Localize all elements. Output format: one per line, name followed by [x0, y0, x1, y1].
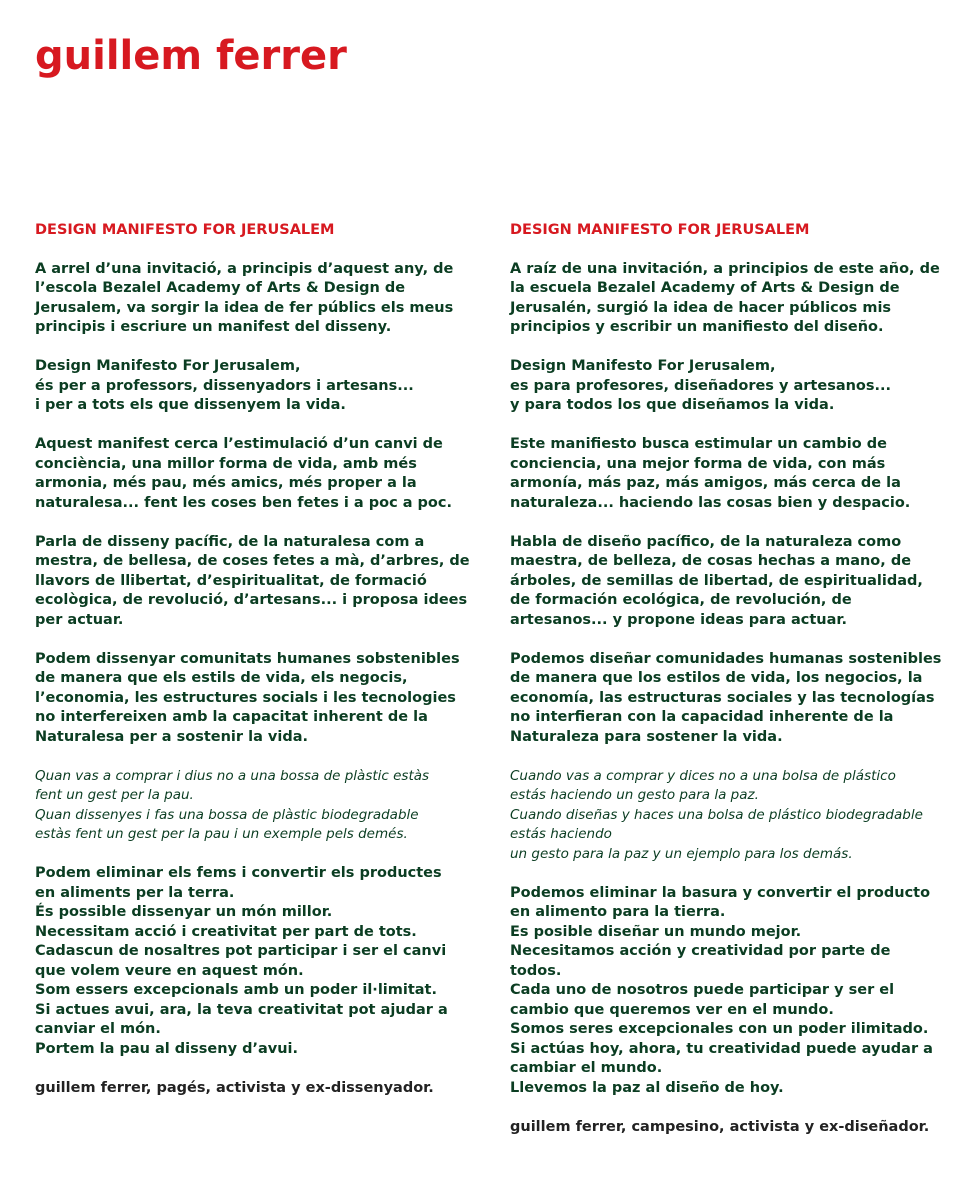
text-line: Jerusalén, surgió la idea de hacer públicos mis	[510, 299, 892, 316]
signature	[510, 1118, 950, 1138]
text-line: fent un gest per la pau.	[35, 787, 194, 803]
site-title[interactable]: guillem ferrer	[35, 33, 347, 79]
text-line: Design Manifesto For Jerusalem,	[35, 358, 301, 374]
text-line: Som essers excepcionals amb un poder il·limitat.	[35, 982, 437, 998]
manifesto-column-catalan	[35, 221, 475, 1118]
text-line: conciencia, una mejor forma de vida, con más	[510, 455, 886, 472]
text-line: cambio que queremos ver en el mundo.	[510, 1001, 834, 1018]
text-line: Naturaleza para sostener la vida.	[510, 728, 783, 745]
text-line: Es posible diseñar un mundo mejor.	[510, 923, 802, 940]
text-line: naturaleza... haciendo las cosas bien y despacio.	[510, 494, 911, 511]
text-line: mestra, de bellesa, de coses fetes a mà, d’arbres, de	[35, 553, 470, 569]
text-line: no interfereixen amb la capacitat inherent de la	[35, 709, 428, 725]
text-line: A arrel d’una invitació, a principis d’aquest any, de	[35, 260, 454, 277]
paragraph	[35, 864, 475, 1059]
paragraph	[35, 260, 475, 338]
text-line: l’escola Bezalel Academy of Arts & Design de	[35, 280, 406, 296]
text-line: artesanos... y propone ideas para actuar.	[510, 611, 847, 628]
text-line: Necessitam acció i creativitat per part de tots.	[35, 923, 417, 940]
text-line: estás haciendo un gesto para la paz.	[510, 787, 759, 803]
text-line: l’economia, les estructures socials i les tecnologies	[35, 689, 456, 706]
text-line: estàs fent un gest per la pau i un exemple pels demés.	[35, 826, 408, 842]
text-line: principios y escribir un manifiesto del diseño.	[510, 319, 884, 335]
paragraph	[35, 650, 475, 748]
text-line: un gesto para la paz y un ejemplo para los demás.	[510, 845, 853, 862]
text-line: naturalesa... fent les coses ben fetes i a poc a poc.	[35, 494, 453, 511]
signature	[35, 1079, 475, 1099]
text-line: Jerusalem, va sorgir la idea de fer públics els meus	[35, 299, 454, 316]
paragraph	[510, 533, 950, 631]
manifesto-column-spanish	[510, 221, 950, 1157]
text-line: y para todos los que diseñamos la vida.	[510, 397, 835, 413]
text-line: principis i escriure un manifest del disseny.	[35, 319, 392, 335]
text-line: armonía, más paz, más amigos, más cerca de la	[510, 475, 901, 491]
text-line: de manera que los estilos de vida, los negocios, la	[510, 670, 923, 686]
text-line: en aliments per la terra.	[35, 884, 235, 901]
manifesto-heading: DESIGN MANIFESTO FOR JERUSALEM	[35, 222, 335, 238]
text-line: no interfieran con la capacidad inherente de la	[510, 709, 894, 725]
text-line: Podem eliminar els fems i convertir els productes	[35, 865, 442, 881]
text-line: Naturalesa per a sostenir la vida.	[35, 728, 309, 745]
text-line: Si actues avui, ara, la teva creativitat pot ajudar a	[35, 1001, 448, 1018]
text-line: Habla de diseño pacífico, de la naturaleza como	[510, 533, 902, 550]
text-line: Podemos diseñar comunidades humanas sostenibles	[510, 650, 942, 667]
text-line: ecològica, de revolució, d’artesans... i proposa idees	[35, 592, 468, 608]
text-line: Cuando diseñas y haces una bolsa de plástico biodegradable	[510, 806, 923, 823]
text-line: Somos seres excepcionales con un poder ilimitado.	[510, 1021, 929, 1037]
text-line: conciència, una millor forma de vida, amb més	[35, 455, 417, 472]
italic-paragraph	[510, 767, 950, 865]
manifesto-body	[35, 260, 475, 1099]
text-line: Este manifiesto busca estimular un cambio de	[510, 436, 887, 452]
text-line: A raíz de una invitación, a principios de este año, de	[510, 260, 940, 277]
text-line: estás haciendo	[510, 826, 612, 842]
text-line: canviar el món.	[35, 1021, 161, 1037]
paragraph	[510, 435, 950, 513]
text-line: guillem ferrer, campesino, activista y ex-diseñador.	[510, 1118, 930, 1135]
text-line: i per a tots els que dissenyem la vida.	[35, 397, 346, 413]
text-line: és per a professors, dissenyadors i artesans...	[35, 377, 414, 394]
paragraph	[510, 884, 950, 1099]
manifesto-body	[510, 260, 950, 1138]
text-line: Cadascun de nosaltres pot participar i ser el canvi	[35, 943, 447, 959]
text-line: Aquest manifest cerca l’estimulació d’un canvi de	[35, 436, 443, 452]
text-line: llavors de llibertat, d’espiritualitat, de formació	[35, 572, 427, 589]
text-line: árboles, de semillas de libertad, de espiritualidad,	[510, 572, 923, 589]
manifesto-heading: DESIGN MANIFESTO FOR JERUSALEM	[510, 222, 810, 238]
text-line: todos.	[510, 962, 562, 979]
text-line: Quan vas a comprar i dius no a una bossa de plàstic estàs	[35, 767, 430, 784]
text-line: economía, las estructuras sociales y las tecnologías	[510, 689, 935, 706]
text-line: Podemos eliminar la basura y convertir el producto	[510, 884, 931, 901]
text-line: es para profesores, diseñadores y artesanos...	[510, 377, 892, 394]
text-line: Portem la pau al disseny d’avui.	[35, 1040, 298, 1057]
text-line: armonia, més pau, més amics, més proper a la	[35, 475, 417, 491]
paragraph	[35, 533, 475, 631]
text-line: Quan dissenyes i fas una bossa de plàstic biodegradable	[35, 806, 419, 823]
text-line: Llevemos la paz al diseño de hoy.	[510, 1079, 784, 1096]
text-line: per actuar.	[35, 611, 124, 628]
text-line: guillem ferrer, pagés, activista y ex-dissenyador.	[35, 1079, 434, 1096]
text-line: Parla de disseny pacífic, de la naturalesa com a	[35, 533, 425, 550]
text-line: cambiar el mundo.	[510, 1060, 663, 1076]
text-line: en alimento para la tierra.	[510, 904, 726, 920]
text-line: Cuando vas a comprar y dices no a una bolsa de plástico	[510, 767, 896, 784]
text-line: Si actúas hoy, ahora, tu creatividad puede ayudar a	[510, 1040, 933, 1057]
text-line: Design Manifesto For Jerusalem,	[510, 358, 776, 374]
text-line: la escuela Bezalel Academy of Arts & Design de	[510, 280, 900, 296]
paragraph	[510, 260, 950, 338]
text-line: maestra, de belleza, de cosas hechas a mano, de	[510, 553, 912, 569]
paragraph	[510, 357, 950, 416]
paragraph	[35, 357, 475, 416]
paragraph	[510, 650, 950, 748]
paragraph	[35, 435, 475, 513]
text-line: Necesitamos acción y creatividad por parte de	[510, 943, 891, 959]
text-line: Cada uno de nosotros puede participar y ser el	[510, 982, 895, 998]
text-line: que volem veure en aquest món.	[35, 962, 304, 979]
italic-paragraph	[35, 767, 475, 845]
text-line: Podem dissenyar comunitats humanes sobstenibles	[35, 650, 460, 667]
text-line: de manera que els estils de vida, els negocis,	[35, 670, 408, 686]
text-line: de formación ecológica, de revolución, de	[510, 592, 852, 608]
text-line: És possible dissenyar un món millor.	[35, 904, 333, 920]
